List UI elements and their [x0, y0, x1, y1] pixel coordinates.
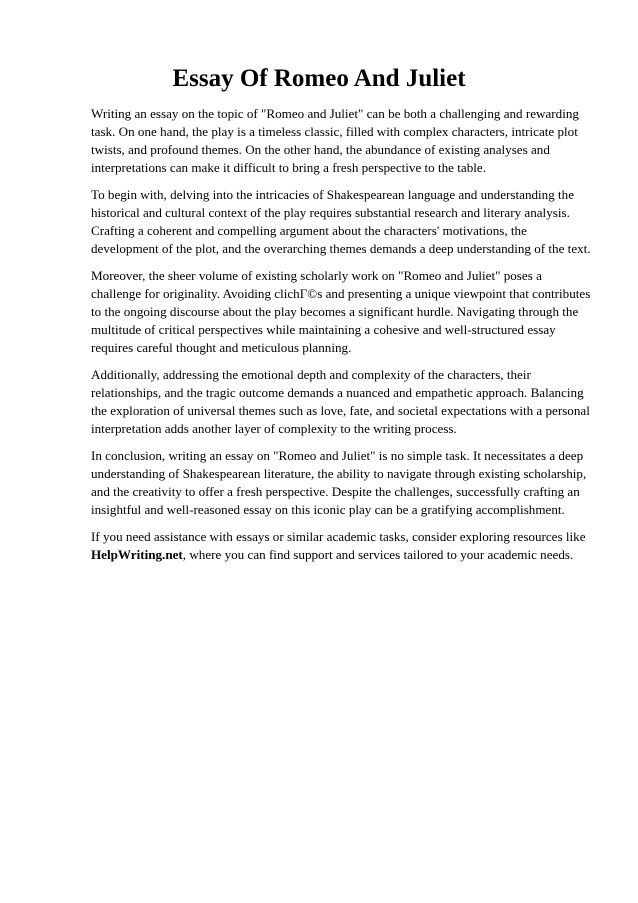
document-body: [91, 105, 594, 573]
paragraph-originality: Moreover, the sheer volume of existing scholarly work on "Romeo and Juliet" poses a challenge for originality. Avoiding clichГ©s and presenting a unique viewpoint that contributes to the ongoing discourse about the play becomes a significant hurdle. Navigating through the multitude of critical perspectives while maintaining a cohesive and well-structured essay requires careful thought and meticulous planning.: [91, 268, 591, 355]
paragraph-intro: Writing an essay on the topic of "Romeo and Juliet" can be both a challenging and rewarding task. On one hand, the play is a timeless classic, filled with complex characters, intricate plot twists, and profound themes. On the other hand, the abundance of existing analyses and interpretations can make it difficult to bring a fresh perspective to the table.: [91, 106, 579, 175]
paragraph-emotional-depth: Additionally, addressing the emotional depth and complexity of the characters, their relationships, and the tragic outcome demands a nuanced and empathetic approach. Balancing the exploration of universal themes such as love, fate, and societal expectations with a personal interpretation adds another layer of complexity to the writing process.: [91, 367, 590, 436]
paragraph-closing: [91, 528, 594, 564]
document-title: Essay Of Romeo And Juliet: [172, 65, 466, 92]
paragraph-conclusion: In conclusion, writing an essay on "Romeo and Juliet" is no simple task. It necessitates a deep understanding of Shakespearean literature, the ability to navigate through existing scholarship, and the creativity to offer a fresh perspective. Despite the challenges, successfully crafting an insightful and well-reasoned essay on this iconic play can be a gratifying accomplishment.: [91, 448, 587, 517]
closing-text-before: If you need assistance with essays or similar academic tasks, consider exploring resources like: [91, 529, 586, 544]
paragraph-context: To begin with, delving into the intricacies of Shakespearean language and understanding the historical and cultural context of the play requires substantial research and literary analysis. Crafting a coherent and compelling argument about the characters' motivations, the development of the plot, and the overarching themes demands a deep understanding of the text.: [91, 187, 591, 256]
helpwriting-link[interactable]: HelpWriting.net: [91, 547, 183, 562]
closing-text-after: , where you can find support and services tailored to your academic needs.: [182, 547, 574, 562]
